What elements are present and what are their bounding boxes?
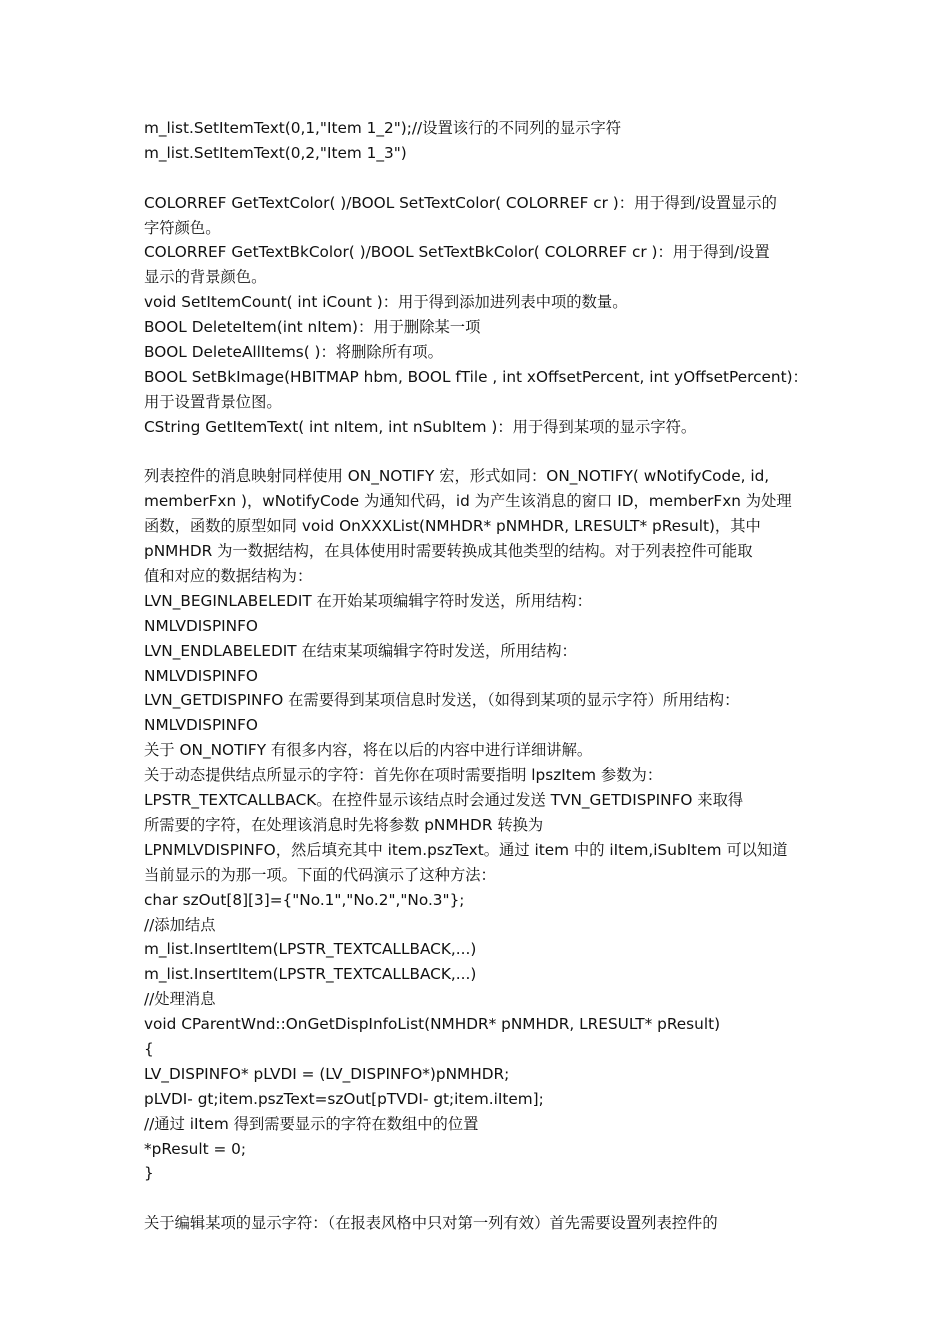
- edit-item-section: [144, 1211, 810, 1236]
- text-line: LPSTR_TEXTCALLBACK。在控件显示该结点时会通过发送 TVN_GETDISPINFO 来取得: [144, 791, 744, 810]
- code-line: m_list.InsertItem(LPSTR_TEXTCALLBACK,...): [144, 965, 477, 984]
- text-line: 关于 ON_NOTIFY 有很多内容，将在以后的内容中进行详细讲解。: [144, 741, 593, 760]
- text-line: 值和对应的数据结构为：: [144, 567, 313, 586]
- text-line: NMLVDISPINFO: [144, 616, 258, 635]
- code-line: }: [144, 1164, 154, 1183]
- method-list: [144, 191, 810, 440]
- text-line: 关于编辑某项的显示字符：（在报表风格中只对第一列有效）首先需要设置列表控件的: [144, 1214, 718, 1233]
- text-line: 函数，函数的原型如同 void OnXXXList(NMHDR* pNMHDR, LRESULT* pResult)，其中: [144, 517, 761, 536]
- code-comment: //通过 iItem 得到需要显示的字符在数组中的位置: [144, 1114, 479, 1133]
- code-comment: //处理消息: [144, 990, 216, 1009]
- text-line: BOOL DeleteItem(int nItem)：用于删除某一项: [144, 318, 481, 337]
- text-line: memberFxn )，wNotifyCode 为通知代码，id 为产生该消息的窗口 ID，memberFxn 为处理: [144, 492, 792, 511]
- text-line: LPNMLVDISPINFO，然后填充其中 item.pszText。通过 item 中的 iItem,iSubItem 可以知道: [144, 840, 788, 859]
- text-line: LVN_BEGINLABELEDIT 在开始某项编辑字符时发送，所用结构：: [144, 591, 592, 610]
- code-line: {: [144, 1039, 154, 1058]
- text-line: COLORREF GetTextBkColor( )/BOOL SetTextBkColor( COLORREF cr )：用于得到/设置: [144, 243, 770, 262]
- text-line: LVN_ENDLABELEDIT 在结束某项编辑字符时发送，所用结构：: [144, 641, 577, 660]
- text-line: 当前显示的为那一项。下面的代码演示了这种方法：: [144, 865, 496, 884]
- text-line: m_list.SetItemText(0,1,"Item 1_2");//设置该行的不同列的显示字符: [144, 119, 622, 137]
- text-line: COLORREF GetTextColor( )/BOOL SetTextColor( COLORREF cr )：用于得到/设置显示的: [144, 193, 777, 212]
- text-line: 关于动态提供结点所显示的字符：首先你在项时需要指明 lpszItem 参数为：: [144, 766, 663, 785]
- code-line: *pResult = 0;: [144, 1139, 247, 1158]
- text-line: 用于设置背景位图。: [144, 392, 282, 411]
- text-line: 显示的背景颜色。: [144, 268, 267, 287]
- code-line: char szOut[8][3]={"No.1","No.2","No.3"};: [144, 890, 465, 909]
- text-line: 字符颜色。: [144, 218, 221, 237]
- text-line: m_list.SetItemText(0,2,"Item 1_3"): [144, 143, 407, 162]
- code-line: pLVDI- gt;item.pszText=szOut[pTVDI- gt;item.iItem];: [144, 1089, 544, 1108]
- text-line: NMLVDISPINFO: [144, 716, 258, 735]
- document-page: [144, 116, 810, 1236]
- text-line: LVN_GETDISPINFO 在需要得到某项信息时发送，（如得到某项的显示字符）所用结构：: [144, 691, 740, 710]
- code-line: void CParentWnd::OnGetDispInfoList(NMHDR* pNMHDR, LRESULT* pResult): [144, 1015, 721, 1034]
- notify-message-section: [144, 464, 810, 1186]
- text-line: BOOL SetBkImage(HBITMAP hbm, BOOL fTile , int xOffsetPercent, int yOffsetPercent)：: [144, 367, 808, 386]
- text-line: 列表控件的消息映射同样使用 ON_NOTIFY 宏，形式如同：ON_NOTIFY( wNotifyCode, id,: [144, 467, 770, 486]
- code-line: LV_DISPINFO* pLVDI = (LV_DISPINFO*)pNMHDR;: [144, 1064, 510, 1083]
- code-comment: //添加结点: [144, 915, 216, 934]
- text-line: 所需要的字符，在处理该消息时先将参数 pNMHDR 转换为: [144, 815, 544, 834]
- text-line: void SetItemCount( int iCount )：用于得到添加进列表中项的数量。: [144, 293, 628, 312]
- code-line: m_list.InsertItem(LPSTR_TEXTCALLBACK,...): [144, 940, 477, 959]
- text-line: NMLVDISPINFO: [144, 666, 258, 685]
- code-snippet-set-item-text: [144, 116, 810, 166]
- text-line: BOOL DeleteAllItems( )：将删除所有项。: [144, 343, 443, 362]
- text-line: CString GetItemText( int nItem, int nSubItem )：用于得到某项的显示字符。: [144, 417, 697, 436]
- text-line: pNMHDR 为一数据结构，在具体使用时需要转换成其他类型的结构。对于列表控件可能取: [144, 542, 753, 561]
